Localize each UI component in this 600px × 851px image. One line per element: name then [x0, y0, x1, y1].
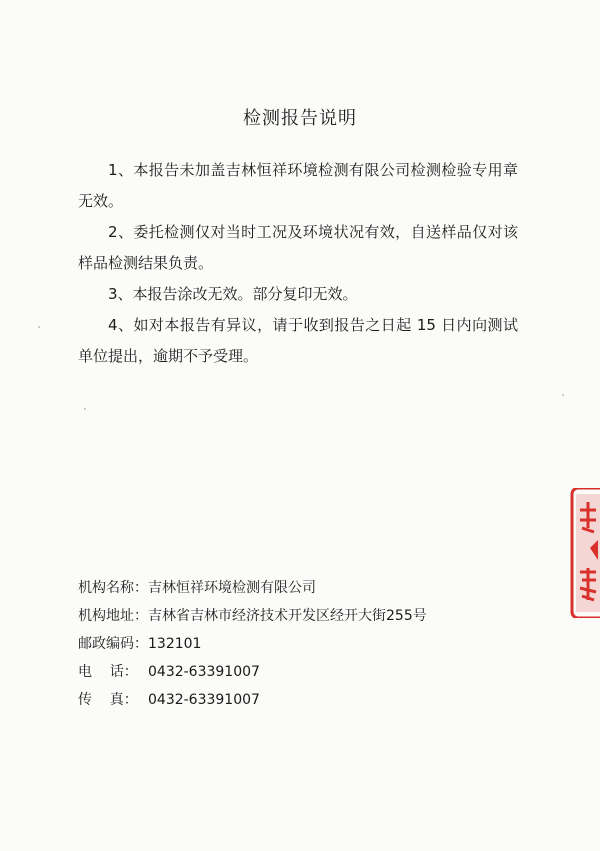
org-name-value: 吉林恒祥环境检测有限公司 — [148, 580, 316, 596]
phone-row — [78, 658, 427, 686]
postal-code-row — [78, 630, 427, 658]
fax-label: 传 真： — [78, 692, 138, 708]
postal-code-label: 邮政编码： — [78, 636, 148, 652]
note-item-4: 4、如对本报告有异议，请于收到报告之日起 15 日内向测试单位提出，逾期不予受理。 — [78, 316, 518, 365]
org-info-section — [78, 574, 427, 714]
org-address-row — [78, 602, 427, 630]
phone-value: 0432-63391007 — [148, 664, 260, 680]
postal-code-value: 132101 — [148, 636, 202, 652]
org-name-row — [78, 574, 427, 602]
red-seal-stamp — [568, 488, 600, 618]
seal-graphic — [568, 488, 600, 618]
fax-row — [78, 686, 427, 714]
note-item-1: 1、本报告未加盖吉林恒祥环境检测有限公司检测检验专用章无效。 — [78, 161, 518, 210]
notes-section — [78, 155, 518, 372]
paper-speck — [562, 394, 564, 396]
org-name-label: 机构名称： — [78, 580, 148, 596]
phone-label: 电 话： — [78, 664, 138, 680]
note-item-3: 3、本报告涂改无效。部分复印无效。 — [108, 285, 358, 303]
paper-speck — [38, 326, 40, 328]
org-address-value: 吉林省吉林市经济技术开发区经开大街255号 — [148, 608, 427, 624]
org-address-label: 机构地址： — [78, 608, 148, 624]
fax-value: 0432-63391007 — [148, 692, 260, 708]
paper-speck — [84, 408, 86, 410]
page-title: 检测报告说明 — [243, 108, 357, 129]
note-item-2: 2、委托检测仅对当时工况及环境状况有效，自送样品仅对该样品检测结果负责。 — [78, 223, 518, 272]
